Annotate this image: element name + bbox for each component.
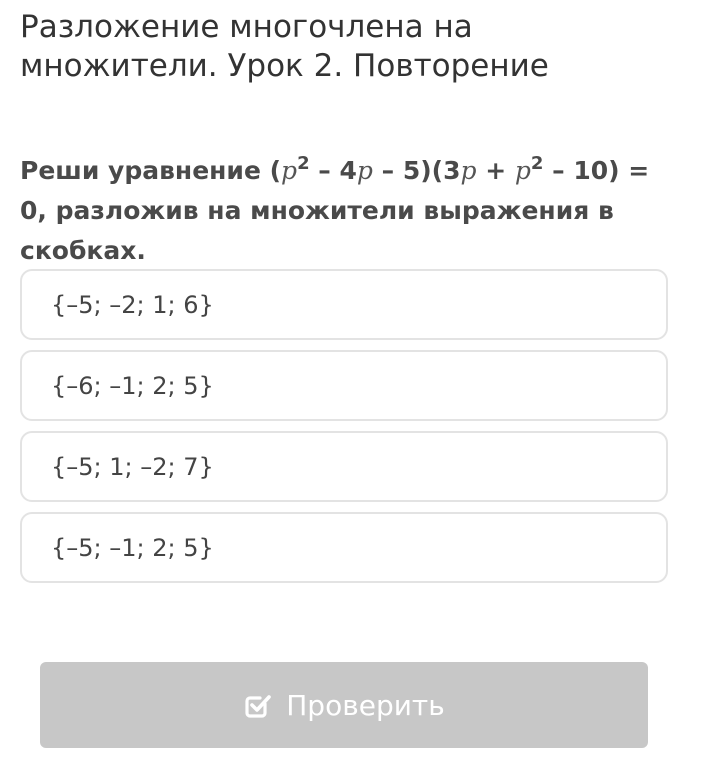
question-part: +: [476, 156, 515, 185]
question-prefix: Реши уравнение (: [20, 156, 282, 185]
checkbox-check-icon: [243, 690, 273, 720]
question-suffix: – 10) = 0, разложив на множители выражения в скобках.: [20, 156, 650, 265]
answer-option-1[interactable]: {–5; –2; 1; 6}: [20, 269, 668, 340]
answer-options: [20, 269, 668, 593]
exponent: 2: [297, 153, 310, 174]
variable-p: p: [281, 156, 298, 185]
answer-option-4[interactable]: {–5; –1; 2; 5}: [20, 512, 668, 583]
check-button-label: Проверить: [286, 688, 445, 722]
answer-option-3[interactable]: {–5; 1; –2; 7}: [20, 431, 668, 502]
lesson-title: Разложение многочлена на множители. Урок 2. Повторение: [20, 9, 549, 84]
variable-p: p: [460, 156, 477, 185]
exponent: 2: [530, 153, 544, 174]
question-part: – 4: [309, 156, 357, 185]
question-text: [20, 151, 684, 271]
check-button[interactable]: [40, 662, 648, 748]
variable-p: p: [514, 156, 531, 185]
variable-p: p: [356, 156, 373, 185]
answer-option-2[interactable]: {–6; –1; 2; 5}: [20, 350, 668, 421]
question-part: – 5)(3: [372, 156, 461, 185]
